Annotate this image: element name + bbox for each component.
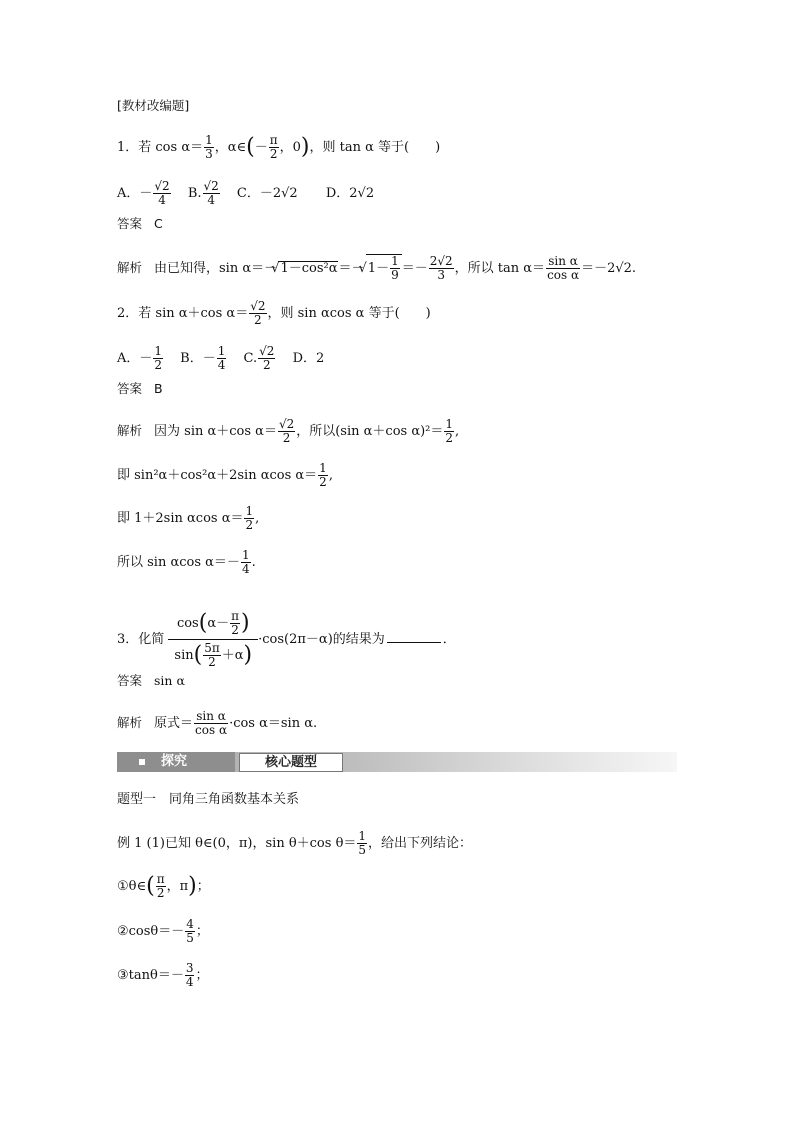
q3-answer: 答案 sin α <box>117 673 185 688</box>
option-a: A．－ <box>117 186 153 201</box>
q2-analysis-3: 即 1＋2sin αcos α＝ $\frac{1}{2}$ , <box>117 504 260 532</box>
option-c: C. <box>243 351 258 366</box>
banner-right: 核心题型 <box>239 753 343 772</box>
q1-options: A．－ $\frac{√2}{4}$ B. $\frac{√2}{4}$ C．－2√2 D．2√2 <box>117 179 375 207</box>
conclusion-2: ②cosθ＝－ $\frac{4}{5}$ ； <box>117 917 209 945</box>
q1-answer: 答案 C <box>117 216 163 231</box>
q3-analysis: 解析 原式＝ $\frac{\text{sin α}}{\text{cos α}}$ ·cos α＝sin α. <box>117 709 318 737</box>
question-2: 2．若 sin α＋cos α＝ $\frac{√2}{2}$ ，则 sin αcos α 等于( ) <box>117 299 431 327</box>
example-1: 例 1 (1)已知 θ∈(0，π)，sin θ＋cos θ＝ $\frac{1}{5}$ ，给出下列结论： <box>117 829 473 857</box>
q1-analysis: 解析 由已知得，sin α＝－√ 1－cos²α＝－√ 1－ $\frac{1}{9}$ ＝－ $\frac{2√2}{3}$ ，所以 tan α＝ $\frac{\text{sin α}}{\text{cos α}}$ ＝－2√2. <box>117 254 636 282</box>
q2-analysis-1: 解析 因为 sin α＋cos α＝ $\frac{√2}{2}$ ，所以(sin α＋cos α)²＝ $\frac{1}{2}$ , <box>117 417 460 445</box>
q2-answer: 答案 B <box>117 381 163 396</box>
question-3: 3．化简 cos(α－ $\frac{\pi}{2}$ ) sin( $\frac{5\pi}{2}$ ＋α) ·cos(2π－α)的结果为 ． <box>117 609 456 669</box>
fraction: $\frac{1}{3}$ <box>205 133 213 161</box>
section-title: 题型一 同角三角函数基本关系 <box>117 792 300 807</box>
conclusion-3: ③tanθ＝－ $\frac{3}{4}$ ； <box>117 961 209 989</box>
question-1: 1．若 cos α＝ $\frac{1}{3}$ ，α∈(－ $\frac{\pi}{2}$ ，0)，则 tan α 等于( ) <box>117 133 441 161</box>
option-d: D．2 <box>292 351 325 366</box>
option-a: A．－ <box>117 351 153 366</box>
q2-options: A．－ $\frac{1}{2}$ B．－ $\frac{1}{4}$ C. $\frac{√2}{2}$ D．2 <box>117 344 325 372</box>
option-d: D．2√2 <box>325 186 375 201</box>
option-c: C．－2√2 <box>236 186 298 201</box>
big-fraction: cos(α－ $\frac{\pi}{2}$ ) sin( $\frac{5\pi}{2}$ ＋α) <box>168 610 258 669</box>
square-icon <box>139 759 145 765</box>
banner-left: 探究 <box>117 752 235 772</box>
option-b: B．－ <box>180 351 216 366</box>
q2-analysis-2: 即 sin²α＋cos²α＋2sin αcos α＝ $\frac{1}{2}$ , <box>117 461 333 489</box>
section-banner <box>117 752 677 772</box>
header-tag: [教材改编题] <box>117 98 190 113</box>
answer-blank <box>387 642 441 643</box>
q2-analysis-4: 所以 sin αcos α＝－ $\frac{1}{4}$ . <box>117 548 256 576</box>
conclusion-1: ①θ∈( $\frac{\pi}{2}$ ，π)； <box>117 872 210 900</box>
fraction: $\frac{\pi}{2}$ <box>269 133 278 161</box>
option-b: B. <box>187 186 202 201</box>
q1-prefix: 1．若 cos α＝ <box>117 140 204 155</box>
